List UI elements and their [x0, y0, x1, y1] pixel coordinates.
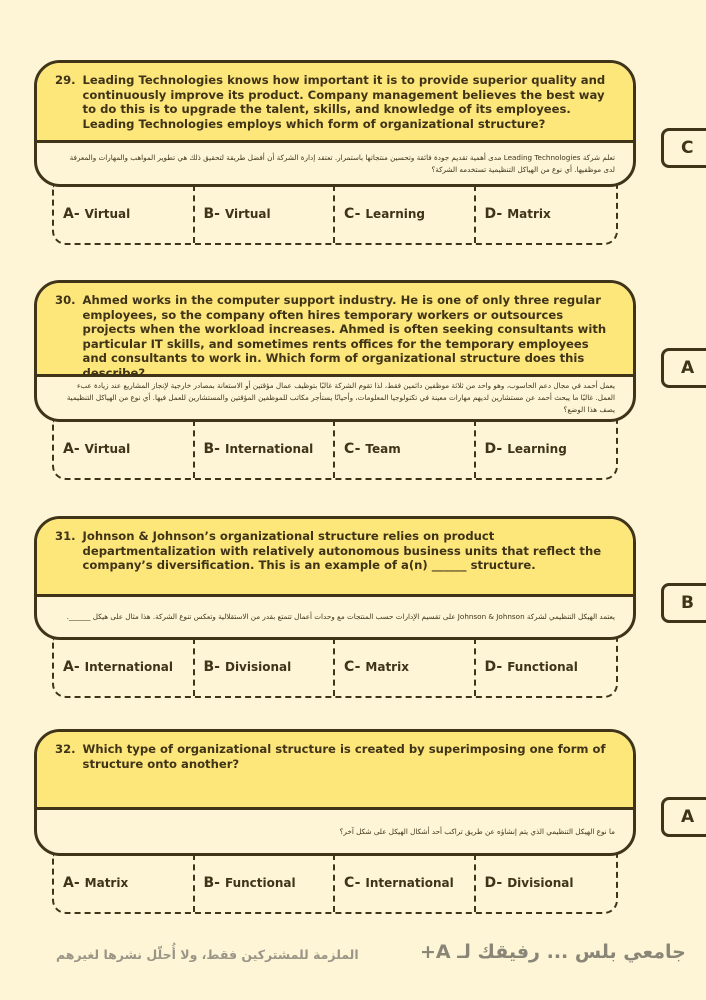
question-card: [34, 280, 636, 422]
options-row: [52, 185, 618, 245]
question-header: [37, 63, 633, 143]
question-header: [37, 732, 633, 810]
option-b[interactable]: B- Virtual: [195, 185, 336, 243]
question-32: [34, 729, 636, 914]
question-29: [34, 60, 636, 245]
option-b[interactable]: B- Divisional: [195, 638, 336, 696]
option-b[interactable]: B- Functional: [195, 854, 336, 912]
question-number: 32.: [55, 742, 76, 756]
option-c[interactable]: C- Learning: [335, 185, 476, 243]
question-arabic: تعلم شركة Leading Technologies مدى أهمية تقديم جودة فائقة وتحسين منتجاتها باستمرار. تعتقد إدارة الشركة أن أفضل طريقة لتحقيق ذلك هي تطوير المواهب والمهارات والمعرفة لدى موظفيها. أي نوع من الهياكل التنظيمية تستخدمه الشركة؟: [69, 152, 615, 174]
question-card: [34, 729, 636, 856]
options-row: [52, 420, 618, 480]
question-number: 30.: [55, 293, 76, 307]
question-number: 31.: [55, 529, 76, 543]
answer-box: C: [661, 128, 706, 168]
answer-box: B: [661, 583, 706, 623]
option-c[interactable]: C- International: [335, 854, 476, 912]
question-arabic: ما نوع الهيكل التنظيمي الذي يتم إنشاؤه عن طريق تراكب أحد أشكال الهيكل على شكل آخر؟: [339, 826, 615, 836]
question-30: [34, 280, 636, 480]
answer-box: A: [661, 348, 706, 388]
question-card: [34, 516, 636, 640]
question-number: 29.: [55, 73, 76, 87]
option-c[interactable]: C- Matrix: [335, 638, 476, 696]
option-c[interactable]: C- Team: [335, 420, 476, 478]
question-text: Johnson & Johnson’s organizational structure relies on product departmentalization with relatively autonomous business units that reflect the company’s diversification. This is an example of a(n) ______ structure.: [82, 529, 602, 573]
option-a[interactable]: A- Matrix: [54, 854, 195, 912]
question-text: Leading Technologies knows how important it is to provide superior quality and continuously improve its product. Company management believes the best way to do this is to upgrade the talent, skills, and knowledge of its employees. Leading Technologies employs which form of organizational structure?: [82, 73, 606, 131]
options-row: [52, 854, 618, 914]
question-31: [34, 516, 636, 698]
option-a[interactable]: A- International: [54, 638, 195, 696]
option-a[interactable]: A- Virtual: [54, 420, 195, 478]
question-arabic: يعمل أحمد في مجال دعم الحاسوب، وهو واحد من ثلاثة موظفين دائمين فقط، لذا تقوم الشركة غالبًا بتوظيف عمال مؤقتين أو الاستعانة بمصادر خارجية لإنجاز المشاريع عند زيادة عبء العمل. غالبًا ما يبحث أحمد عن مستشارين لديهم مهارات معينة في تكنولوجيا المعلومات، وأحيانًا يستأجر مكاتب للموظفين المؤقتين والمستشارين للعمل فيها. أي نوع من الهياكل التنظيمية يصف هذا الوضع؟: [66, 381, 615, 414]
option-b[interactable]: B- International: [195, 420, 336, 478]
question-header: [37, 283, 633, 380]
footer-disclaimer: الملزمة للمشتركين فقط، ولا أُحلّل نشرها لغيرهم: [56, 947, 359, 962]
options-row: [52, 638, 618, 698]
question-card: [34, 60, 636, 187]
question-arabic: يعتمد الهيكل التنظيمي لشركة Johnson & Johnson على تقسيم الإدارات حسب المنتجات مع وحدات أعمال تتمتع بقدر من الاستقلالية وتعكس تنوع الشركة. هذا مثال على هيكل ______.: [66, 612, 615, 621]
option-d[interactable]: D- Matrix: [484, 206, 551, 222]
question-header: [37, 519, 633, 597]
answer-box: A: [661, 797, 706, 837]
question-text: Ahmed works in the computer support industry. He is one of only three regular employees, so the company often hires temporary workers or outsources projects when the workload increases. Ahmed is often seeking consultants with particular IT skills, and sometimes rents offices for the temporary employees and consultants to work in. Which form of organizational structure does this describe?: [82, 293, 607, 380]
option-d[interactable]: D- Divisional: [484, 875, 574, 891]
option-a[interactable]: A- Virtual: [54, 185, 195, 243]
footer-slogan: جامعي بلس ... رفيقك لـ A+: [420, 941, 686, 963]
option-d[interactable]: D- Functional: [484, 659, 578, 675]
question-text: Which type of organizational structure is created by superimposing one form of structure onto another?: [82, 742, 606, 771]
option-d[interactable]: D- Learning: [484, 441, 567, 457]
